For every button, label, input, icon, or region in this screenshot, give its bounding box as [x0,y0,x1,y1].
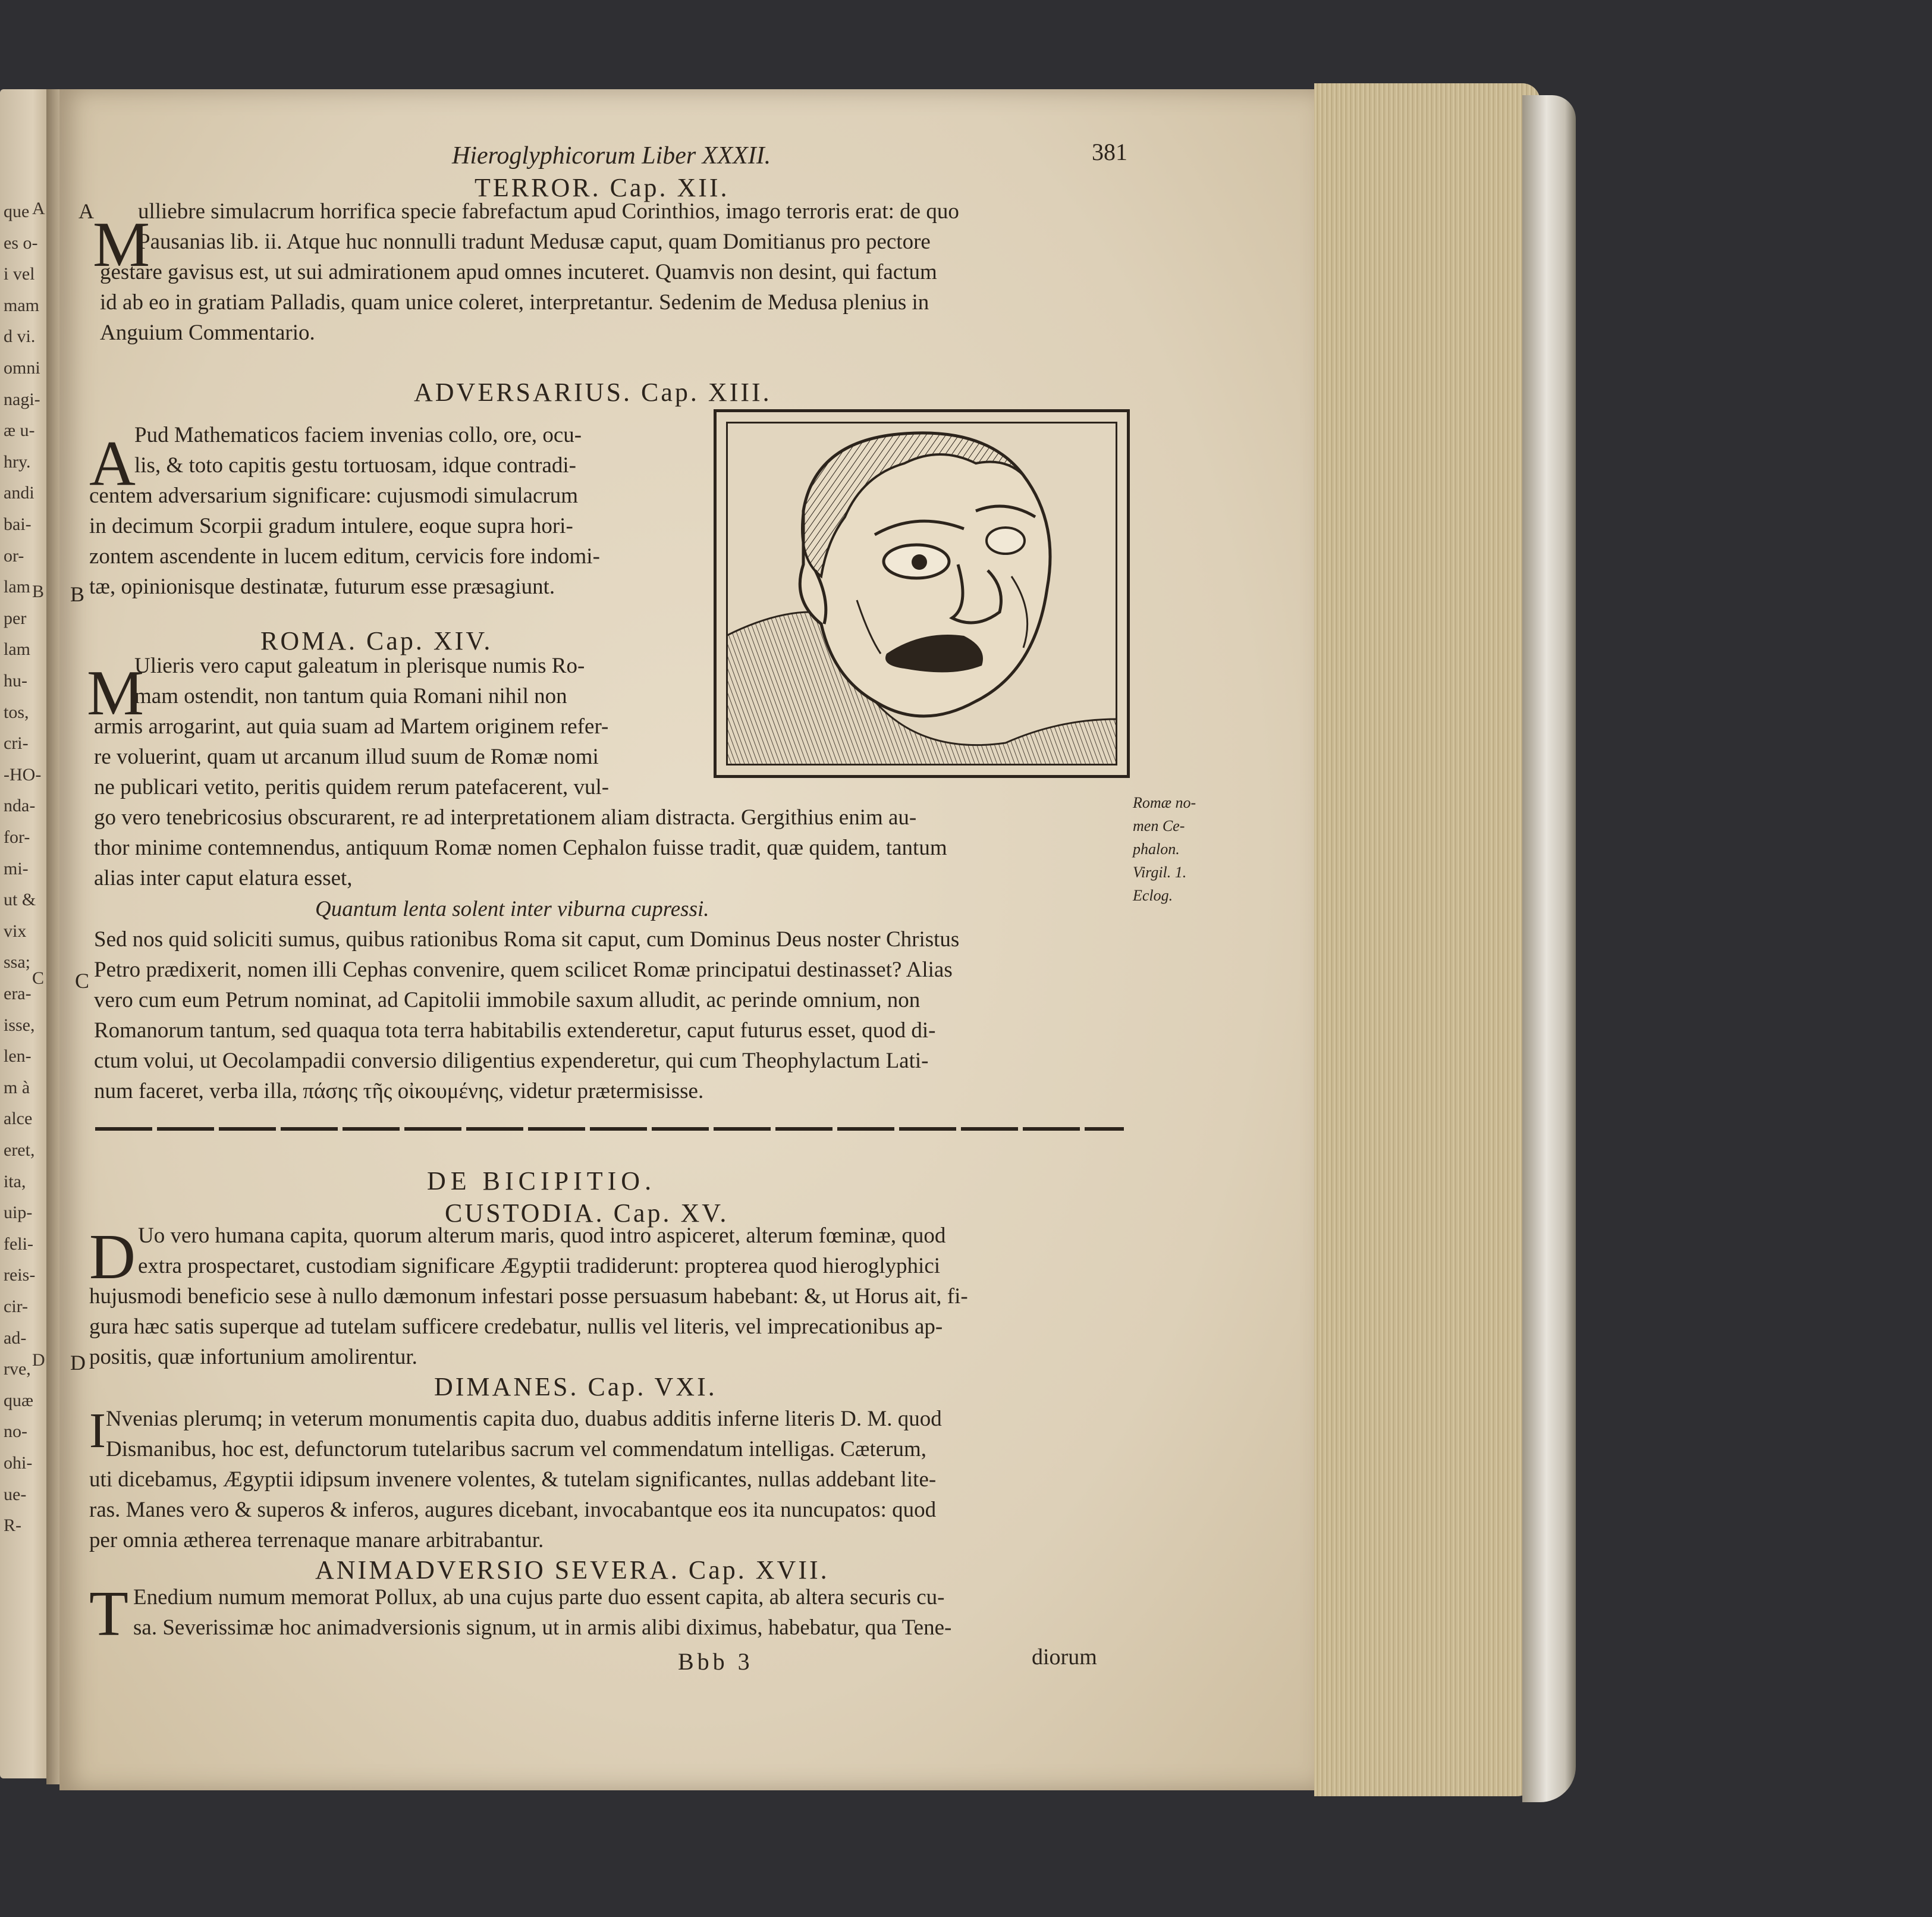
text-line: Romanorum tantum, sed quaqua tota terra habitabilis extenderetur, caput futurus esset, quod di- [94,1018,936,1043]
text-line: in decimum Scorpii gradum intulere, eoque supra hori- [89,514,573,538]
left-page-fragment: no- [4,1422,27,1442]
left-page-fragment: isse, [4,1015,35,1035]
left-page-fragment: -HO- [4,764,42,785]
text-line: Uo vero humana capita, quorum alterum maris, quod intro aspiceret, alterum fœminæ, quod [138,1223,946,1248]
text-line: armis arrogarint, aut quia suam ad Martem originem refer- [94,714,609,739]
drop-initial: I [89,1403,106,1458]
section-title-adversarius: ADVERSARIUS. Cap. XIII. [414,378,772,407]
text-line: vero cum eum Petrum nominat, ad Capitolii immobile saxum alludit, ac perinde omnium, non [94,988,921,1012]
left-page-fragment: tos, [4,702,29,722]
left-page-fragment: rve, [4,1359,31,1379]
book-heading: DE BICIPITIO. [427,1166,656,1196]
text-line: Nvenias plerumq; in veterum monumentis capita duo, duabus additis inferne literis D. M. quod [106,1407,942,1431]
text-line: gura hæc satis superque ad tutelam sufficere credebatur, nullis vel literis, vel imprecationibus ap- [89,1314,943,1339]
text-line: extra prospectaret, custodiam significare Ægyptii tradiderunt: propterea quod hieroglyphici [138,1254,941,1278]
left-page-fragment: or- [4,545,24,566]
left-page-fragment: que [4,202,30,221]
marginal-note-line: phalon. [1133,840,1180,858]
left-page-fragment: æ u- [4,421,35,441]
left-page-fragment: uip- [4,1203,33,1223]
section-title-terror: TERROR. Cap. XII. [475,173,730,202]
text-line: uti dicebamus, Ægyptii idipsum invenere volentes, & tutelam significantes, nullas addebant lite- [89,1467,937,1492]
running-head: Hieroglyphicorum Liber XXXII. [452,142,771,170]
margin-letter-d: D [70,1351,86,1375]
left-page-fragment: lam [4,577,30,597]
left-page-fragment: for- [4,827,30,847]
left-page-fragment: era- [4,984,32,1003]
margin-letter-c: C [75,969,90,993]
text-line: gestare gavisus est, ut sui admirationem apud omnes incuteret. Quamvis non desint, qui factum [100,260,937,284]
text-line: id ab eo in gratiam Palladis, quam unice coleret, interpretantur. Sedenim de Medusa plenius in [100,290,929,315]
marginal-note [1133,791,1228,907]
left-page-fragment: es o- [4,233,38,253]
left-page-fragment: bai- [4,514,32,534]
text-line: zontem ascendente in lucem editum, cervicis fore indomi- [89,544,600,569]
left-page-fragment: eret, [4,1140,35,1160]
left-page-fragment: ue- [4,1484,27,1504]
left-page-fragment: alce [4,1109,33,1129]
section-divider [95,1127,1124,1131]
section-title-dimanes: DIMANES. Cap. VXI. [434,1372,717,1401]
margin-letter-b: B [70,582,85,606]
left-page-fragment: vix [4,921,27,941]
text-line: Enedium numum memorat Pollux, ab una cujus parte duo essent capita, ab altera securis cu- [133,1585,945,1609]
signature-mark: Bbb 3 [678,1648,753,1675]
text-line: ctum volui, ut Oecolampadii conversio diligentius expenderetur, qui cum Theophylactum Lati- [94,1049,929,1073]
left-page-fragment: ad- [4,1328,27,1348]
left-page-fragment: feli- [4,1234,33,1254]
margin-letter-a: A [78,199,94,223]
section-title-roma: ROMA. Cap. XIV. [260,626,493,655]
left-margin-letter: D [32,1350,45,1370]
left-page-fragment: hry. [4,451,31,472]
text-line: centem adversarium significare: cujusmodi simulacrum [89,484,578,508]
text-line: per omnia ætherea terrenaque manare arbitrabantur. [89,1528,544,1552]
vellum-cover [1522,95,1576,1802]
left-page-fragment: ut & [4,890,36,910]
page-number: 381 [1092,139,1127,165]
left-page-fragment: len- [4,1046,32,1066]
section-title-custodia: CUSTODIA. Cap. XV. [445,1198,729,1228]
left-page-fragment: omni [4,358,40,378]
left-page-fragment: R- [4,1516,21,1536]
text-line: mam ostendit, non tantum quia Romani nihil non [134,684,567,708]
text-line: lis, & toto capitis gestu tortuosam, idque contradi- [134,453,576,478]
text-line: ulliebre simulacrum horrifica specie fabrefactum apud Corinthios, imago terroris erat: de quo [138,199,959,224]
catchword: diorum [1032,1645,1097,1670]
drop-initial: T [89,1579,128,1649]
drop-initial: A [89,428,136,499]
left-page-fragment: ohi- [4,1453,33,1473]
text-line: ras. Manes vero & superos & inferos, augures dicebant, invocabantque eos ita nuncupatos: quod [89,1498,937,1522]
left-page-fragment: reis- [4,1265,36,1285]
text-line: go vero tenebricosius obscurarent, re ad interpretationem aliam distracta. Gergithius enim au- [94,805,917,830]
left-page-fragment: m à [4,1077,30,1097]
woodcut-illustration [714,409,1130,778]
text-line: positis, quæ infortunium amolirentur. [89,1345,417,1369]
text-line: tæ, opinionisque destinatæ, futurum esse præsagiunt. [89,575,555,599]
left-page-fragment: per [4,608,27,628]
text-line: Ulieris vero caput galeatum in plerisque numis Ro- [134,654,585,678]
marginal-note-line: Eclog. [1133,887,1173,904]
marginal-note-line: Romæ no- [1133,794,1196,811]
left-page-fragment: mam [4,295,39,315]
page-edges [1314,83,1540,1796]
left-page-fragment: lam [4,639,30,660]
left-page-fragment: nagi- [4,389,40,409]
text-line: Anguium Commentario. [100,321,315,345]
text-line: Sed nos quid soliciti sumus, quibus rationibus Roma sit caput, cum Dominus Deus noster Christus [94,927,960,952]
drop-initial: M [87,658,144,729]
marginal-note-line: Virgil. 1. [1133,864,1187,881]
grotesque-head-woodcut-icon [726,422,1117,765]
drop-initial: M [93,209,150,280]
left-page-fragment: cir- [4,1297,29,1316]
text-line: Pausanias lib. ii. Atque huc nonnulli tradunt Medusæ caput, quam Domitianus pro pectore [138,230,931,254]
left-page-fragment: quæ [4,1390,34,1410]
left-page-fragment: ita, [4,1171,26,1191]
text-line: Petro prædixerit, nomen illi Cephas convenire, quem scilicet Romæ principatui destinasset? Alias [94,958,953,982]
section-title-animadversio: ANIMADVERSIO SEVERA. Cap. XVII. [315,1555,830,1585]
left-margin-letter: B [32,582,45,601]
text-line: alias inter caput elatura esset, [94,866,353,890]
left-margin-letter: C [32,968,45,988]
text-line: Pud Mathematicos faciem invenias collo, ore, ocu- [134,423,582,447]
text-line: re voluerint, quam ut arcanum illud suum de Romæ nomi [94,745,599,769]
left-page-fragment: i vel [4,264,35,284]
text-line: thor minime contemnendus, antiquum Romæ nomen Cephalon fuisse tradit, quæ quidem, tantum [94,836,947,860]
marginal-note-line: men Ce- [1133,817,1185,834]
left-page-fragment: hu- [4,671,27,691]
left-page-fragment: andi [4,483,34,503]
left-page-fragment: nda- [4,796,36,816]
left-margin-letter: A [32,199,45,218]
left-page-fragment: d vi. [4,327,36,347]
drop-initial: D [89,1222,136,1292]
text-line: sa. Severissimæ hoc animadversionis signum, ut in armis alibi diximus, habebatur, qua Tene- [133,1615,952,1640]
left-page-fragment: ssa; [4,952,30,972]
text-line: Dismanibus, hoc est, defunctorum tutelaribus sacrum vel commendatum intelligas. Cæterum, [106,1437,927,1461]
text-line: hujusmodi beneficio sese à nullo dæmonum infestari posse persuasum habebant: &, ut Horus ait, fi- [89,1284,968,1309]
verse-quote: Quantum lenta solent inter viburna cupressi. [315,897,709,921]
left-page-fragment: cri- [4,733,29,754]
text-line: num faceret, verba illa, πάσης τῆς οἰκουμένης, videtur prætermisisse. [94,1079,704,1103]
left-page-fragment: mi- [4,858,29,879]
text-line: ne publicari vetito, peritis quidem rerum patefacerent, vul- [94,775,610,799]
